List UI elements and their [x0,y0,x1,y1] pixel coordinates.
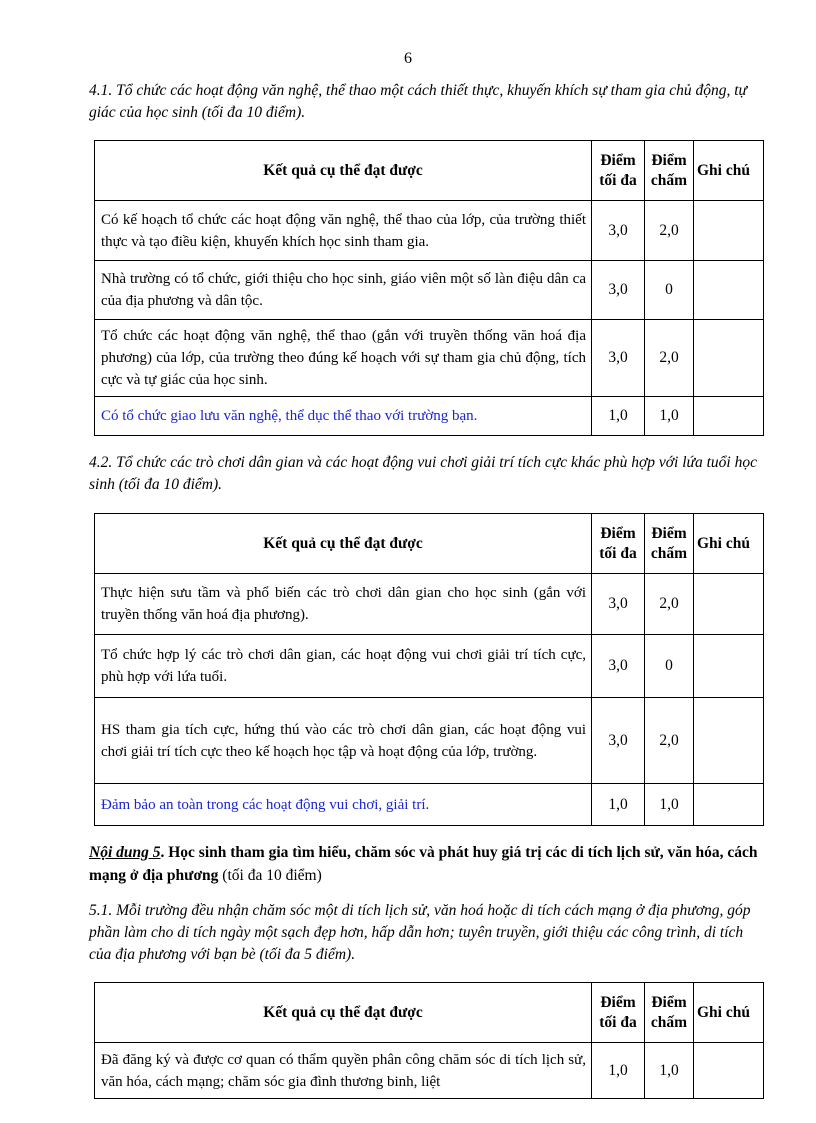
header-max-score: Điểm tối đa [592,141,645,201]
table-row [95,261,764,320]
table-row [95,784,764,826]
table-row [95,201,764,261]
row-note [694,320,764,397]
row-description: Tổ chức các hoạt động văn nghệ, thể thao (gắn với truyền thống văn hoá địa phương) của lớp, của trường theo đúng kế hoạch với sự tham gia chủ động, tích cực và tự giác của học sinh. [95,320,592,397]
row-note [694,1043,764,1099]
row-max-score: 3,0 [592,635,645,698]
table-row [95,397,764,436]
row-note [694,397,764,436]
header-awarded-score: Điểm chấm [645,983,694,1043]
row-max-score: 3,0 [592,320,645,397]
row-max-score: 3,0 [592,201,645,261]
header-result: Kết quả cụ thể đạt được [95,141,592,201]
header-note: Ghi chú [694,514,764,574]
table-row [95,574,764,635]
row-max-score: 1,0 [592,397,645,436]
table-5-1 [94,982,764,1099]
table-4-2 [94,513,764,826]
section-5-1-heading: 5.1. Mỗi trường đều nhận chăm sóc một di tích lịch sử, văn hoá hoặc di tích cách mạng ở địa phương, góp phần làm cho di tích ngày một sạch đẹp hơn, hấp dẫn hơn; tuyên truyền, giới thiệu các công trình, di tích của địa phương với bạn bè (tối đa 5 điểm). [89,902,751,963]
header-awarded-score: Điểm chấm [645,514,694,574]
row-max-score: 3,0 [592,574,645,635]
row-awarded-score: 1,0 [645,784,694,826]
header-max-score: Điểm tối đa [592,514,645,574]
row-awarded-score: 2,0 [645,320,694,397]
section-5-title: . Học sinh tham gia tìm hiểu, chăm sóc và phát huy giá trị các di tích lịch sử, văn hóa, cách mạng ở địa phương [89,844,758,884]
row-awarded-score: 0 [645,635,694,698]
header-note: Ghi chú [694,983,764,1043]
table-4-1 [94,140,764,436]
row-awarded-score: 2,0 [645,574,694,635]
row-note [694,201,764,261]
table-header-row [95,141,764,201]
row-awarded-score: 2,0 [645,698,694,784]
row-description: Nhà trường có tổ chức, giới thiệu cho học sinh, giáo viên một số làn điệu dân ca của địa phương và dân tộc. [95,261,592,320]
row-note [694,574,764,635]
table-row [95,1043,764,1099]
table-row [95,698,764,784]
row-note [694,698,764,784]
row-note [694,261,764,320]
row-awarded-score: 0 [645,261,694,320]
row-note [694,635,764,698]
row-description: Tổ chức hợp lý các trò chơi dân gian, các hoạt động vui chơi giải trí tích cực, phù hợp với lứa tuổi. [95,635,592,698]
row-description: Đảm bảo an toàn trong các hoạt động vui chơi, giải trí. [95,784,592,826]
header-awarded-score: Điểm chấm [645,141,694,201]
header-max-score: Điểm tối đa [592,983,645,1043]
section-4-2-heading: 4.2. Tổ chức các trò chơi dân gian và các hoạt động vui chơi giải trí tích cực khác phù hợp với lứa tuổi học sinh (tối đa 10 điểm). [89,454,757,493]
header-note: Ghi chú [694,141,764,201]
section-4-1-heading: 4.1. Tổ chức các hoạt động văn nghệ, thể thao một cách thiết thực, khuyến khích sự tham gia chủ động, tự giác của học sinh (tối đa 10 điểm). [89,82,747,121]
row-max-score: 1,0 [592,1043,645,1099]
row-awarded-score: 2,0 [645,201,694,261]
row-awarded-score: 1,0 [645,397,694,436]
header-result: Kết quả cụ thể đạt được [95,983,592,1043]
row-description: Có tổ chức giao lưu văn nghệ, thể dục thể thao với trường bạn. [95,397,592,436]
section-5-suffix: (tối đa 10 điểm) [218,867,322,884]
row-description: Có kế hoạch tổ chức các hoạt động văn nghệ, thể thao của lớp, của trường thiết thực và tạo điều kiện, khuyến khích học sinh tham gia. [95,201,592,261]
row-awarded-score: 1,0 [645,1043,694,1099]
row-description: Đã đăng ký và được cơ quan có thẩm quyền phân công chăm sóc di tích lịch sử, văn hóa, cách mạng; chăm sóc gia đình thương binh, liệt [95,1043,592,1099]
table-header-row [95,983,764,1043]
section-5-heading [89,841,769,887]
table-row [95,320,764,397]
table-row [95,635,764,698]
table-header-row [95,514,764,574]
row-description: HS tham gia tích cực, hứng thú vào các trò chơi dân gian, các hoạt động vui chơi giải trí tích cực theo kế hoạch học tập và hoạt động của lớp, trường. [95,698,592,784]
row-description: Thực hiện sưu tầm và phổ biến các trò chơi dân gian cho học sinh (gắn với truyền thống văn hoá địa phương). [95,574,592,635]
row-note [694,784,764,826]
header-result: Kết quả cụ thể đạt được [95,514,592,574]
row-max-score: 3,0 [592,698,645,784]
page-number: 6 [404,50,412,67]
row-max-score: 1,0 [592,784,645,826]
row-max-score: 3,0 [592,261,645,320]
section-5-lead: Nội dung 5 [89,844,161,861]
